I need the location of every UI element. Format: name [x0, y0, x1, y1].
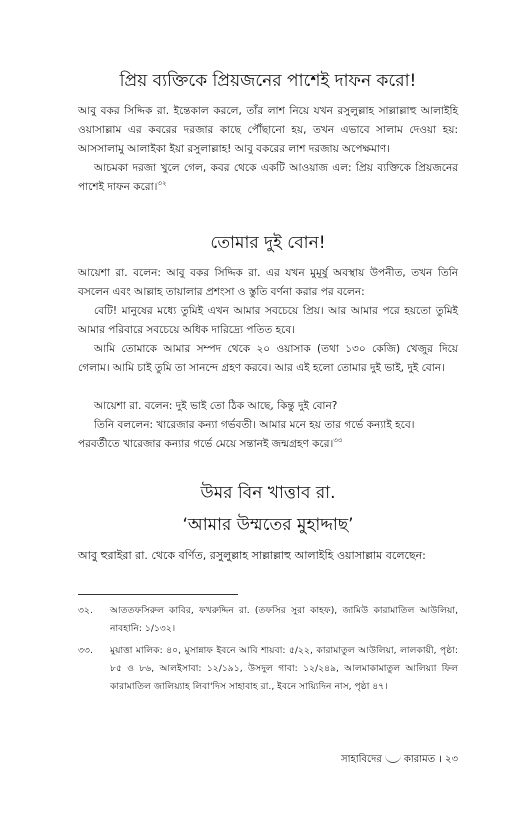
footnote-number: ৩২. [78, 605, 93, 616]
section-title-2: তোমার দুই বোন! [210, 233, 326, 253]
footer-title: কারামত [403, 754, 436, 765]
footnote-ref: ৩৩ [333, 436, 343, 445]
footnote-text: মুয়াত্তা মালিক: ৪০, মুসান্নাফ ইবনে আবি শায়বা: ৫/২২, কারামাতুল আউলিয়া, লালকায়ী, পৃষ্ঠা: ৮৫ ও ৮৬, আলইসাবা: ১২/১৯১, উসদুল গাবা: ১২/২৪৯, আলমাকামাতুল আলিয়্যা ফিল কারামাতিল জালিয়্যাহ লিবা'দিস সাহাবাহ রা., ইবনে সায়্যিদিন নাস, পৃষ্ঠা ৪৭। [110, 645, 458, 692]
paragraph: আবু হুরাইরা রা. থেকে বর্ণিত, রসুলুল্লাহ সাল্লাল্লাহু আলাইহি ওয়াসাল্লাম বলেছেন: [78, 549, 426, 562]
footnote-ref: ৩২ [157, 179, 167, 188]
paragraph-text: পরবর্তীতে খারেজার কন্যার গর্ভে মেয়ে সন্তানই জন্মগ্রহণ করে। [78, 438, 334, 450]
page-footer [341, 752, 458, 768]
paragraph: বেটি! মানুষের মধ্যে তুমিই এখন আমার সবচেয়ে প্রিয়। আর আমার পরে হয়তো তুমিই আমার পরিবারে সবচেয়ে অধিক দারিদ্র্যে পতিত হবে। [78, 305, 458, 336]
footer-book-name: সাহাবিদের [340, 754, 382, 765]
section-title-3: উমর বিন খাত্তাব রা. [200, 483, 336, 503]
paragraph [78, 159, 458, 197]
paragraph [78, 435, 458, 454]
paragraph: আয়েশা রা. বলেন: আবু বকর সিদ্দিক রা. এর যখন মুমূর্ষু অবস্থায় উপনীত, তখন তিনি বসলেন এবং আল্লাহ তায়ালার প্রশংসা ও স্তুতি বর্ণনা করার পর বলেন: [78, 267, 458, 298]
page-number: ২৩ [444, 754, 458, 765]
paragraph-text: আচমকা দরজা খুলে গেল, কবর থেকে একটি আওয়াজ এল: প্রিয় ব্যক্তিকে প্রিয়জনের পাশেই দাফন করো। [78, 162, 458, 193]
paragraph: আবু বকর সিদ্দিক রা. ইন্তেকাল করলে, তাঁর লাশ নিয়ে যখন রসুলুল্লাহ সাল্লাল্লাহু আলাইহি ওয়াসাল্লাম এর কবরের দরজার কাছে পৌঁছানো হয়, তখন এভাবে সালাম দেওয়া হয়: আসসালামু আলাইকা ইয়া রসুলাল্লাহ! আবু বকরের লাশ দরজায় অপেক্ষমাণ। [78, 105, 458, 155]
paragraph: আমি তোমাকে আমার সম্পদ থেকে ২০ ওয়াসাক (তথা ১৩০ কেজি) খেজুর দিয়ে গেলাম। আমি চাই তুমি তা সানন্দে গ্রহণ করবে। আর এই হলো তোমার দুই ভাই, দুই বোন। [78, 343, 458, 374]
salutation-glyph-icon [385, 753, 401, 763]
book-page [78, 0, 458, 816]
footnote [78, 642, 458, 696]
section-title-1: প্রিয় ব্যক্তিকে প্রিয়জনের পাশেই দাফন করো! [119, 71, 417, 91]
section-subtitle-3: ‘আমার উম্মতের মুহাদ্দাছ’ [182, 515, 354, 535]
paragraph: তিনি বললেন: খারেজার কন্যা গর্ভবতী। আমার মনে হয় তার গর্ভে কন্যাই হবে। [94, 419, 415, 431]
footer-separator: । [438, 754, 442, 765]
footnote-number: ৩৩. [78, 645, 93, 656]
footnote-divider [78, 594, 238, 595]
footnote-text: আততফসিরুল কাবির, ফখরুদ্দিন রা. (তফসির সুরা কাহফ), জামিউ কারামাতিল আউলিয়া, নাবহানি: ১/১৩২। [110, 605, 458, 634]
paragraph: আয়েশা রা. বলেন: দুই ভাই তো ঠিক আছে, কিন্তু দুই বোন? [94, 400, 338, 412]
footnote [78, 602, 458, 638]
